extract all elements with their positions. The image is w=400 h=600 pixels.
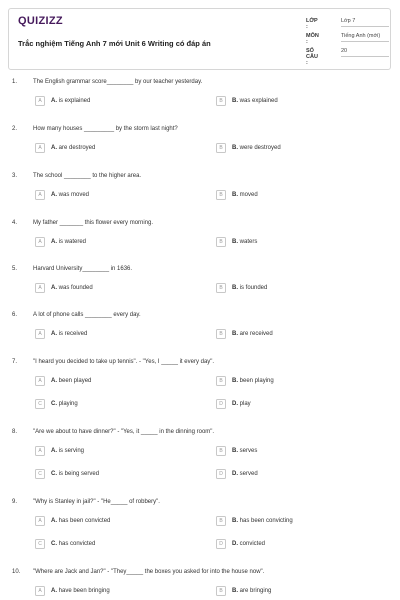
answer-option-a[interactable]	[35, 516, 185, 528]
option-value: served	[239, 471, 258, 477]
question-number: 1.	[12, 79, 18, 85]
option-text	[232, 541, 265, 547]
answer-option-a[interactable]	[35, 586, 185, 598]
option-value: waters	[239, 239, 258, 245]
option-text	[51, 518, 110, 524]
option-key: A.	[51, 331, 57, 337]
answer-option-d[interactable]	[216, 399, 366, 411]
option-value: have been bringing	[58, 588, 110, 594]
option-text	[51, 98, 90, 104]
answer-option-d[interactable]	[216, 539, 366, 551]
option-letter-box: A	[35, 190, 45, 200]
answer-option-c[interactable]	[35, 539, 185, 551]
answer-option-c[interactable]	[35, 469, 185, 481]
option-letter-box: A	[35, 237, 45, 247]
option-key: B.	[232, 518, 238, 524]
option-text	[232, 401, 251, 407]
option-key: C.	[51, 401, 57, 407]
option-letter-box: B	[216, 329, 226, 339]
option-value: are destroyed	[58, 145, 96, 151]
option-value: are bringing	[239, 588, 272, 594]
answer-option-b[interactable]	[216, 586, 366, 598]
question-text: "Where are Jack and Jan?" - "They_____ the boxes you asked for into the house now".	[33, 569, 265, 575]
option-key: B.	[232, 239, 238, 245]
option-text	[51, 331, 87, 337]
option-text	[232, 588, 271, 594]
option-letter-box: A	[35, 376, 45, 386]
option-letter-box: B	[216, 446, 226, 456]
option-letter-box: A	[35, 516, 45, 526]
meta-label: SỐ CÂU :	[306, 48, 318, 66]
option-key: D.	[232, 401, 238, 407]
answer-option-a[interactable]	[35, 376, 185, 388]
option-letter-box: C	[35, 539, 45, 549]
question-text: Harvard University________ in 1636.	[33, 266, 133, 272]
option-key: A.	[51, 285, 57, 291]
option-text	[51, 145, 95, 151]
question-number: 10.	[12, 569, 21, 575]
option-key: C.	[51, 541, 57, 547]
question-number: 8.	[12, 429, 18, 435]
meta-value: Tiếng Anh (mới)	[341, 33, 381, 39]
option-text	[51, 588, 110, 594]
option-text	[51, 401, 78, 407]
option-text	[51, 285, 93, 291]
option-value: is serving	[58, 448, 85, 454]
option-value: is founded	[239, 285, 268, 291]
option-letter-box: A	[35, 283, 45, 293]
option-letter-box: D	[216, 539, 226, 549]
option-key: A.	[51, 239, 57, 245]
answer-option-b[interactable]	[216, 516, 366, 528]
option-text	[232, 145, 281, 151]
question-text: "I heard you decided to take up tennis". - "Yes, I _____ it every day".	[33, 359, 215, 365]
option-value: is watered	[58, 239, 87, 245]
option-text	[232, 192, 258, 198]
option-key: B.	[232, 378, 238, 384]
question-number: 9.	[12, 499, 18, 505]
quizizz-logo: QUIZIZZ	[18, 15, 63, 27]
option-key: B.	[232, 98, 238, 104]
option-key: C.	[51, 471, 57, 477]
question-text: "Are we about to have dinner?" - "Yes, it _____ in the dinning room".	[33, 429, 215, 435]
question-text: My father _______ this flower every morning.	[33, 220, 154, 226]
option-text	[232, 239, 257, 245]
option-letter-box: C	[35, 399, 45, 409]
option-value: were destroyed	[239, 145, 281, 151]
option-value: was explained	[239, 98, 278, 104]
meta-underline	[341, 56, 389, 57]
option-value: is explained	[58, 98, 91, 104]
option-text	[51, 192, 89, 198]
question-number: 2.	[12, 126, 18, 132]
option-key: B.	[232, 448, 238, 454]
option-key: A.	[51, 145, 57, 151]
option-text	[232, 98, 278, 104]
option-key: B.	[232, 145, 238, 151]
answer-option-a[interactable]	[35, 283, 185, 295]
option-key: B.	[232, 588, 238, 594]
option-text	[232, 518, 293, 524]
option-value: was moved	[58, 192, 90, 198]
option-letter-box: B	[216, 516, 226, 526]
option-key: B.	[232, 192, 238, 198]
option-letter-box: B	[216, 376, 226, 386]
answer-option-b[interactable]	[216, 143, 366, 155]
meta-value: 20	[341, 48, 348, 54]
question-number: 3.	[12, 173, 18, 179]
option-text	[51, 541, 95, 547]
option-key: B.	[232, 285, 238, 291]
option-value: play	[239, 401, 251, 407]
option-text	[232, 331, 273, 337]
answer-option-b[interactable]	[216, 446, 366, 458]
option-value: is received	[58, 331, 88, 337]
option-value: been played	[58, 378, 92, 384]
answer-option-b[interactable]	[216, 376, 366, 388]
option-key: B.	[232, 331, 238, 337]
option-value: has been convicting	[239, 518, 293, 524]
option-key: A.	[51, 448, 57, 454]
answer-option-b[interactable]	[216, 190, 366, 202]
option-text	[51, 448, 84, 454]
meta-label: MÔN :	[306, 33, 319, 45]
answer-option-b[interactable]	[216, 283, 366, 295]
meta-underline	[341, 26, 389, 27]
option-value: serves	[239, 448, 258, 454]
question-text: The English grammar score________ by our teacher yesterday.	[33, 79, 203, 85]
option-letter-box: B	[216, 143, 226, 153]
option-value: is being served	[58, 471, 100, 477]
meta-label: LỚP :	[306, 18, 318, 30]
question-number: 6.	[12, 312, 18, 318]
option-letter-box: A	[35, 329, 45, 339]
option-letter-box: D	[216, 469, 226, 479]
answer-option-b[interactable]	[216, 237, 366, 249]
option-text	[232, 378, 274, 384]
option-key: D.	[232, 471, 238, 477]
question-text: A lot of phone calls ________ every day.	[33, 312, 141, 318]
option-value: playing	[58, 401, 78, 407]
option-letter-box: B	[216, 586, 226, 596]
option-letter-box: A	[35, 96, 45, 106]
option-value: convicted	[239, 541, 266, 547]
option-key: A.	[51, 518, 57, 524]
answer-option-c[interactable]	[35, 399, 185, 411]
option-text	[232, 285, 267, 291]
option-key: D.	[232, 541, 238, 547]
option-text	[51, 378, 91, 384]
option-key: A.	[51, 192, 57, 198]
option-letter-box: B	[216, 96, 226, 106]
question-text: The school ________ to the higher area.	[33, 173, 142, 179]
option-text	[232, 471, 258, 477]
option-letter-box: A	[35, 446, 45, 456]
option-letter-box: C	[35, 469, 45, 479]
question-number: 4.	[12, 220, 18, 226]
option-letter-box: B	[216, 237, 226, 247]
option-text	[51, 471, 99, 477]
answer-option-a[interactable]	[35, 143, 185, 155]
answer-option-a[interactable]	[35, 329, 185, 341]
answer-option-a[interactable]	[35, 96, 185, 108]
option-value: was founded	[58, 285, 93, 291]
option-value: has been convicted	[58, 518, 111, 524]
option-letter-box: A	[35, 143, 45, 153]
question-text: "Why is Stanley in jail?" - "He_____ of robbery".	[33, 499, 160, 505]
option-key: A.	[51, 98, 57, 104]
page-title: Trắc nghiệm Tiếng Anh 7 mới Unit 6 Writing có đáp án	[18, 39, 211, 48]
option-letter-box: A	[35, 586, 45, 596]
answer-option-b[interactable]	[216, 96, 366, 108]
option-letter-box: B	[216, 283, 226, 293]
question-number: 7.	[12, 359, 18, 365]
option-value: has convicted	[58, 541, 96, 547]
worksheet-header	[8, 8, 391, 70]
question-number: 5.	[12, 266, 18, 272]
option-value: moved	[239, 192, 258, 198]
option-text	[232, 448, 257, 454]
answer-option-a[interactable]	[35, 446, 185, 458]
option-text	[51, 239, 86, 245]
option-value: are received	[239, 331, 273, 337]
option-letter-box: B	[216, 190, 226, 200]
question-text: How many houses _________ by the storm last night?	[33, 126, 178, 132]
answer-option-d[interactable]	[216, 469, 366, 481]
option-key: A.	[51, 588, 57, 594]
answer-option-a[interactable]	[35, 190, 185, 202]
answer-option-a[interactable]	[35, 237, 185, 249]
meta-value: Lớp 7	[341, 18, 356, 24]
answer-option-b[interactable]	[216, 329, 366, 341]
option-value: been playing	[239, 378, 274, 384]
option-key: A.	[51, 378, 57, 384]
option-letter-box: D	[216, 399, 226, 409]
meta-underline	[341, 41, 389, 42]
